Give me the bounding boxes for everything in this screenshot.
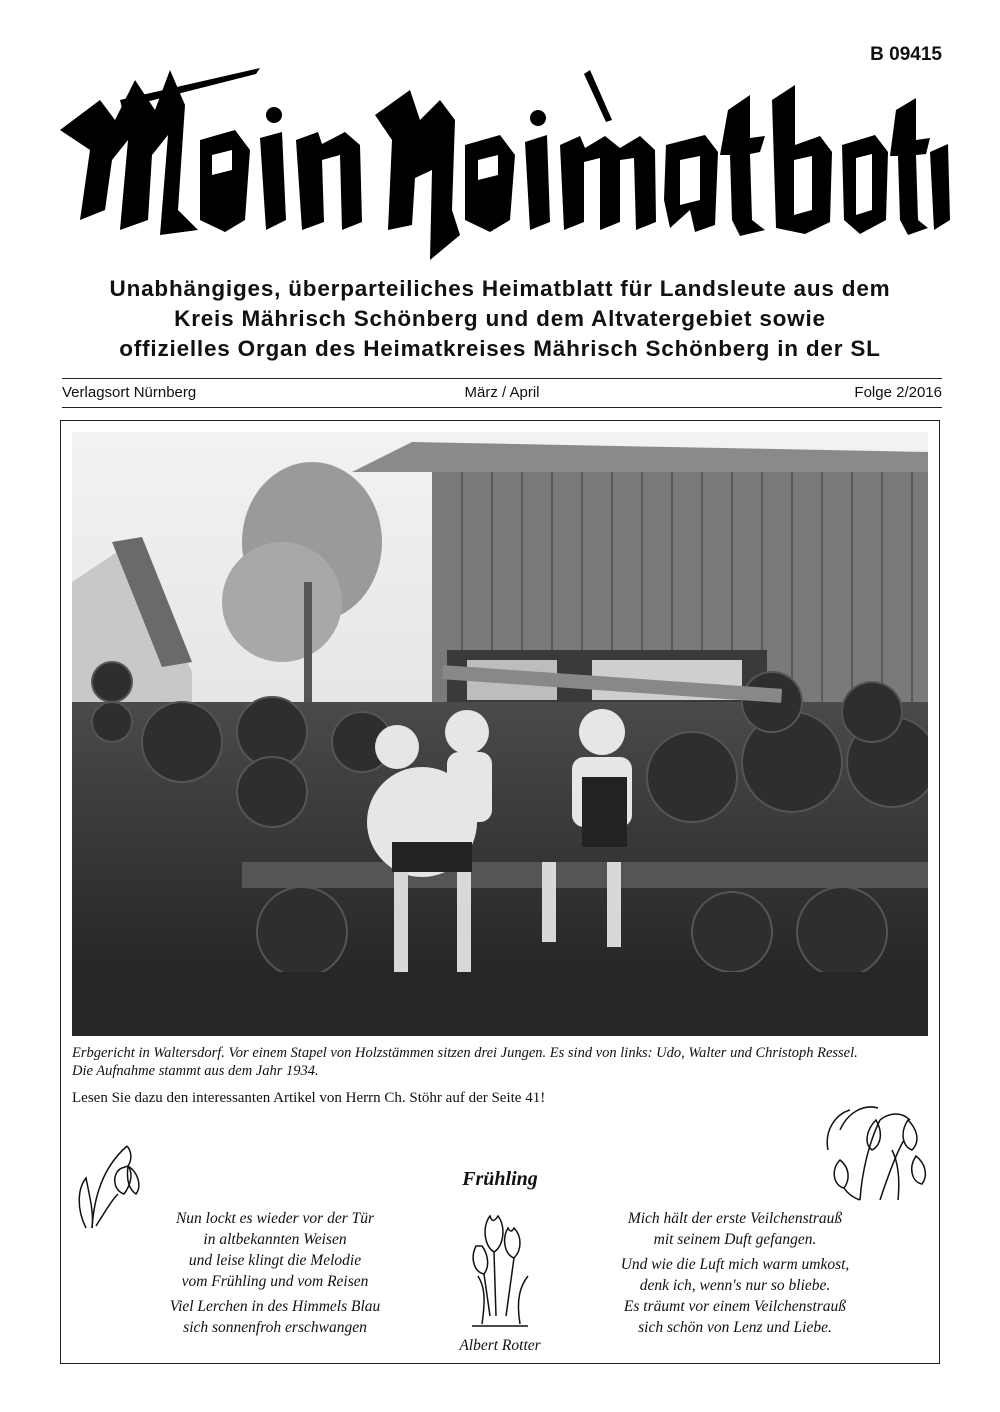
issue-info-bar bbox=[62, 378, 942, 408]
crocus-icon bbox=[462, 1206, 538, 1328]
poem-author: Albert Rotter bbox=[459, 1337, 541, 1354]
poem-line: Viel Lerchen in des Himmels Blau bbox=[169, 1298, 381, 1315]
subtitle-line-3: offizielles Organ des Heimatkreises Mährisch Schönberg in der SL bbox=[119, 336, 881, 361]
subtitle-line-2: Kreis Mährisch Schönberg und dem Altvatergebiet sowie bbox=[174, 306, 826, 331]
poem-right-stanza bbox=[590, 1208, 880, 1338]
photo-caption bbox=[72, 1044, 932, 1080]
poem-title: Frühling bbox=[462, 1168, 538, 1190]
poem-line: Nun lockt es wieder vor der Tür bbox=[175, 1210, 375, 1227]
masthead-logo bbox=[60, 60, 950, 260]
snowdrop-bunch-icon bbox=[820, 1090, 935, 1205]
poem-left-stanza bbox=[140, 1208, 410, 1338]
poem-line: und leise klingt die Melodie bbox=[188, 1252, 362, 1269]
subtitle bbox=[40, 274, 960, 364]
issue-date: März / April bbox=[464, 384, 540, 401]
poem-line: Es träumt vor einem Veilchenstrauß bbox=[623, 1298, 847, 1315]
poem-line: sich sonnenfroh erschwangen bbox=[183, 1319, 367, 1336]
poem-line: vom Frühling und vom Reisen bbox=[181, 1273, 369, 1290]
publication-place: Verlagsort Nürnberg bbox=[62, 384, 197, 401]
poem-line: Mich hält der erste Veilchenstrauß bbox=[627, 1210, 843, 1227]
cover-photo bbox=[72, 432, 928, 1036]
caption-line-1: Erbgericht in Waltersdorf. Vor einem Stapel von Holzstämmen sitzen drei Jungen. Es sind von links: Udo, Walter und Christoph Ressel. bbox=[72, 1045, 858, 1061]
issue-number: Folge 2/2016 bbox=[854, 384, 942, 401]
poem-line: denk ich, wenn's nur so bliebe. bbox=[639, 1277, 831, 1294]
caption-line-2: Die Aufnahme stammt aus dem Jahr 1934. bbox=[72, 1063, 319, 1079]
issue-code: B 09415 bbox=[870, 44, 942, 65]
subtitle-line-1: Unabhängiges, überparteiliches Heimatblatt für Landsleute aus dem bbox=[109, 276, 891, 301]
poem-line: mit seinem Duft gefangen. bbox=[653, 1231, 817, 1248]
blackletter-title-logo bbox=[60, 60, 950, 260]
poem-line: sich schön von Lenz und Liebe. bbox=[638, 1319, 832, 1336]
article-reference: Lesen Sie dazu den interessanten Artikel von Herrn Ch. Stöhr auf der Seite 41! bbox=[72, 1090, 546, 1106]
poem-line: Und wie die Luft mich warm umkost, bbox=[620, 1256, 850, 1273]
poem-line: in altbekannten Weisen bbox=[203, 1231, 347, 1248]
